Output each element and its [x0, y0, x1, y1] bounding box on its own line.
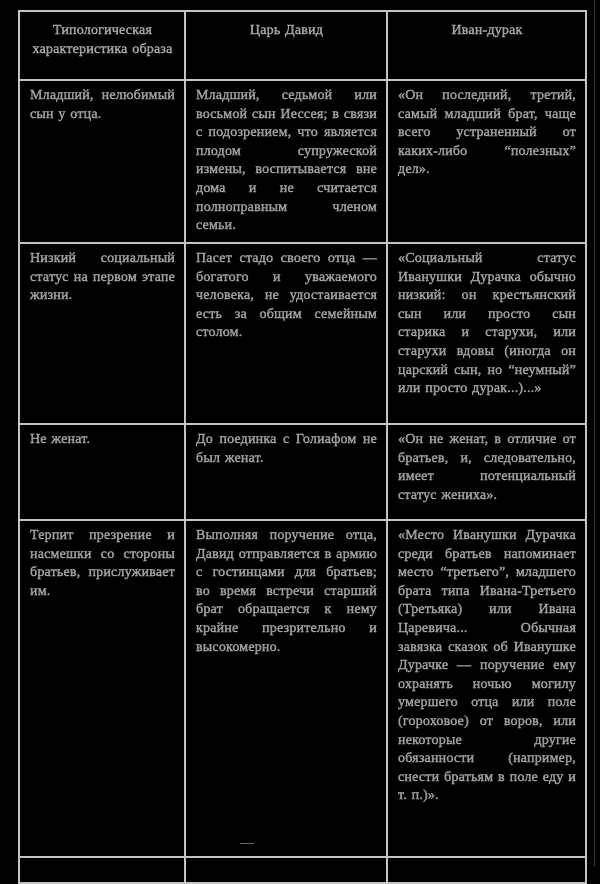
cell-row5-ivan: [387, 857, 586, 883]
header-cell-characteristic: Типологическая характеристика образа: [19, 11, 185, 80]
cell-row1-ivan: «Он последний, третий, самый младший брат, чаще всего устраненный от каких-либо “полезных” дел».: [387, 80, 586, 243]
cell-row2-characteristic: Низкий социальный статус на первом этапе жизни.: [19, 243, 185, 424]
cell-row5-david: [185, 857, 387, 883]
header-cell-ivan: Иван-дурак: [387, 11, 586, 80]
cell-row4-characteristic: Терпит презрение и насмешки со стороны братьев, прислуживает им.: [19, 520, 185, 857]
comparison-table: [18, 10, 587, 884]
cell-row5-characteristic: [19, 857, 185, 883]
table-row-clipped: [19, 857, 586, 883]
cell-row2-ivan: «Социальный статус Иванушки Дурачка обычно низкий: он крестьянский сын или просто сын старика и старухи, или старухи вдовы (иногда он царский сын, но “неумный” или просто дурак...)...»: [387, 243, 586, 424]
cell-row3-ivan: «Он не женат, в отличие от братьев, и, следовательно, имеет потенциальный статус жениха».: [387, 424, 586, 520]
cell-row1-david: Младший, седьмой или восьмой сын Иессея; в связи с подозрением, что является плодом супружеской измены, воспитывается вне дома и не считается полноправным членом семьи.: [185, 80, 387, 243]
cell-row2-david: Пасет стадо своего отца — богатого и уважаемого человека, не удостаивается есть за общим семейным столом.: [185, 243, 387, 424]
scan-speck-artifact: [240, 843, 254, 844]
cell-row4-david: Выполняя поручение отца, Давид отправляется в армию с гостинцами для братьев; во время встречи старший брат обращается к нему крайне презрительно и высокомерно.: [185, 520, 387, 857]
table-row: [19, 80, 586, 243]
table-row: [19, 520, 586, 857]
cell-row3-david: До поединка с Голиафом не был женат.: [185, 424, 387, 520]
cell-row1-characteristic: Младший, нелюбимый сын у отца.: [19, 80, 185, 243]
header-cell-david: Царь Давид: [185, 11, 387, 80]
table-row: [19, 243, 586, 424]
cell-row3-characteristic: Не женат.: [19, 424, 185, 520]
table-row: [19, 424, 586, 520]
table-header-row: [19, 11, 586, 80]
cell-row4-ivan: «Место Иванушки Дурачка среди братьев напоминает место “третьего”, младшего брата типа Ивана-Третьего (Третьяка) или Ивана Царевича... Обычная завязка сказок об Иванушке Дурачке — поручение ему охранять ночью могилу умершего отца или поле (гороховое) от воров, или некоторые другие обязанности (например, снести братьям в поле еду и т. п.)».: [387, 520, 586, 857]
scan-edge-artifact: [594, 0, 595, 866]
